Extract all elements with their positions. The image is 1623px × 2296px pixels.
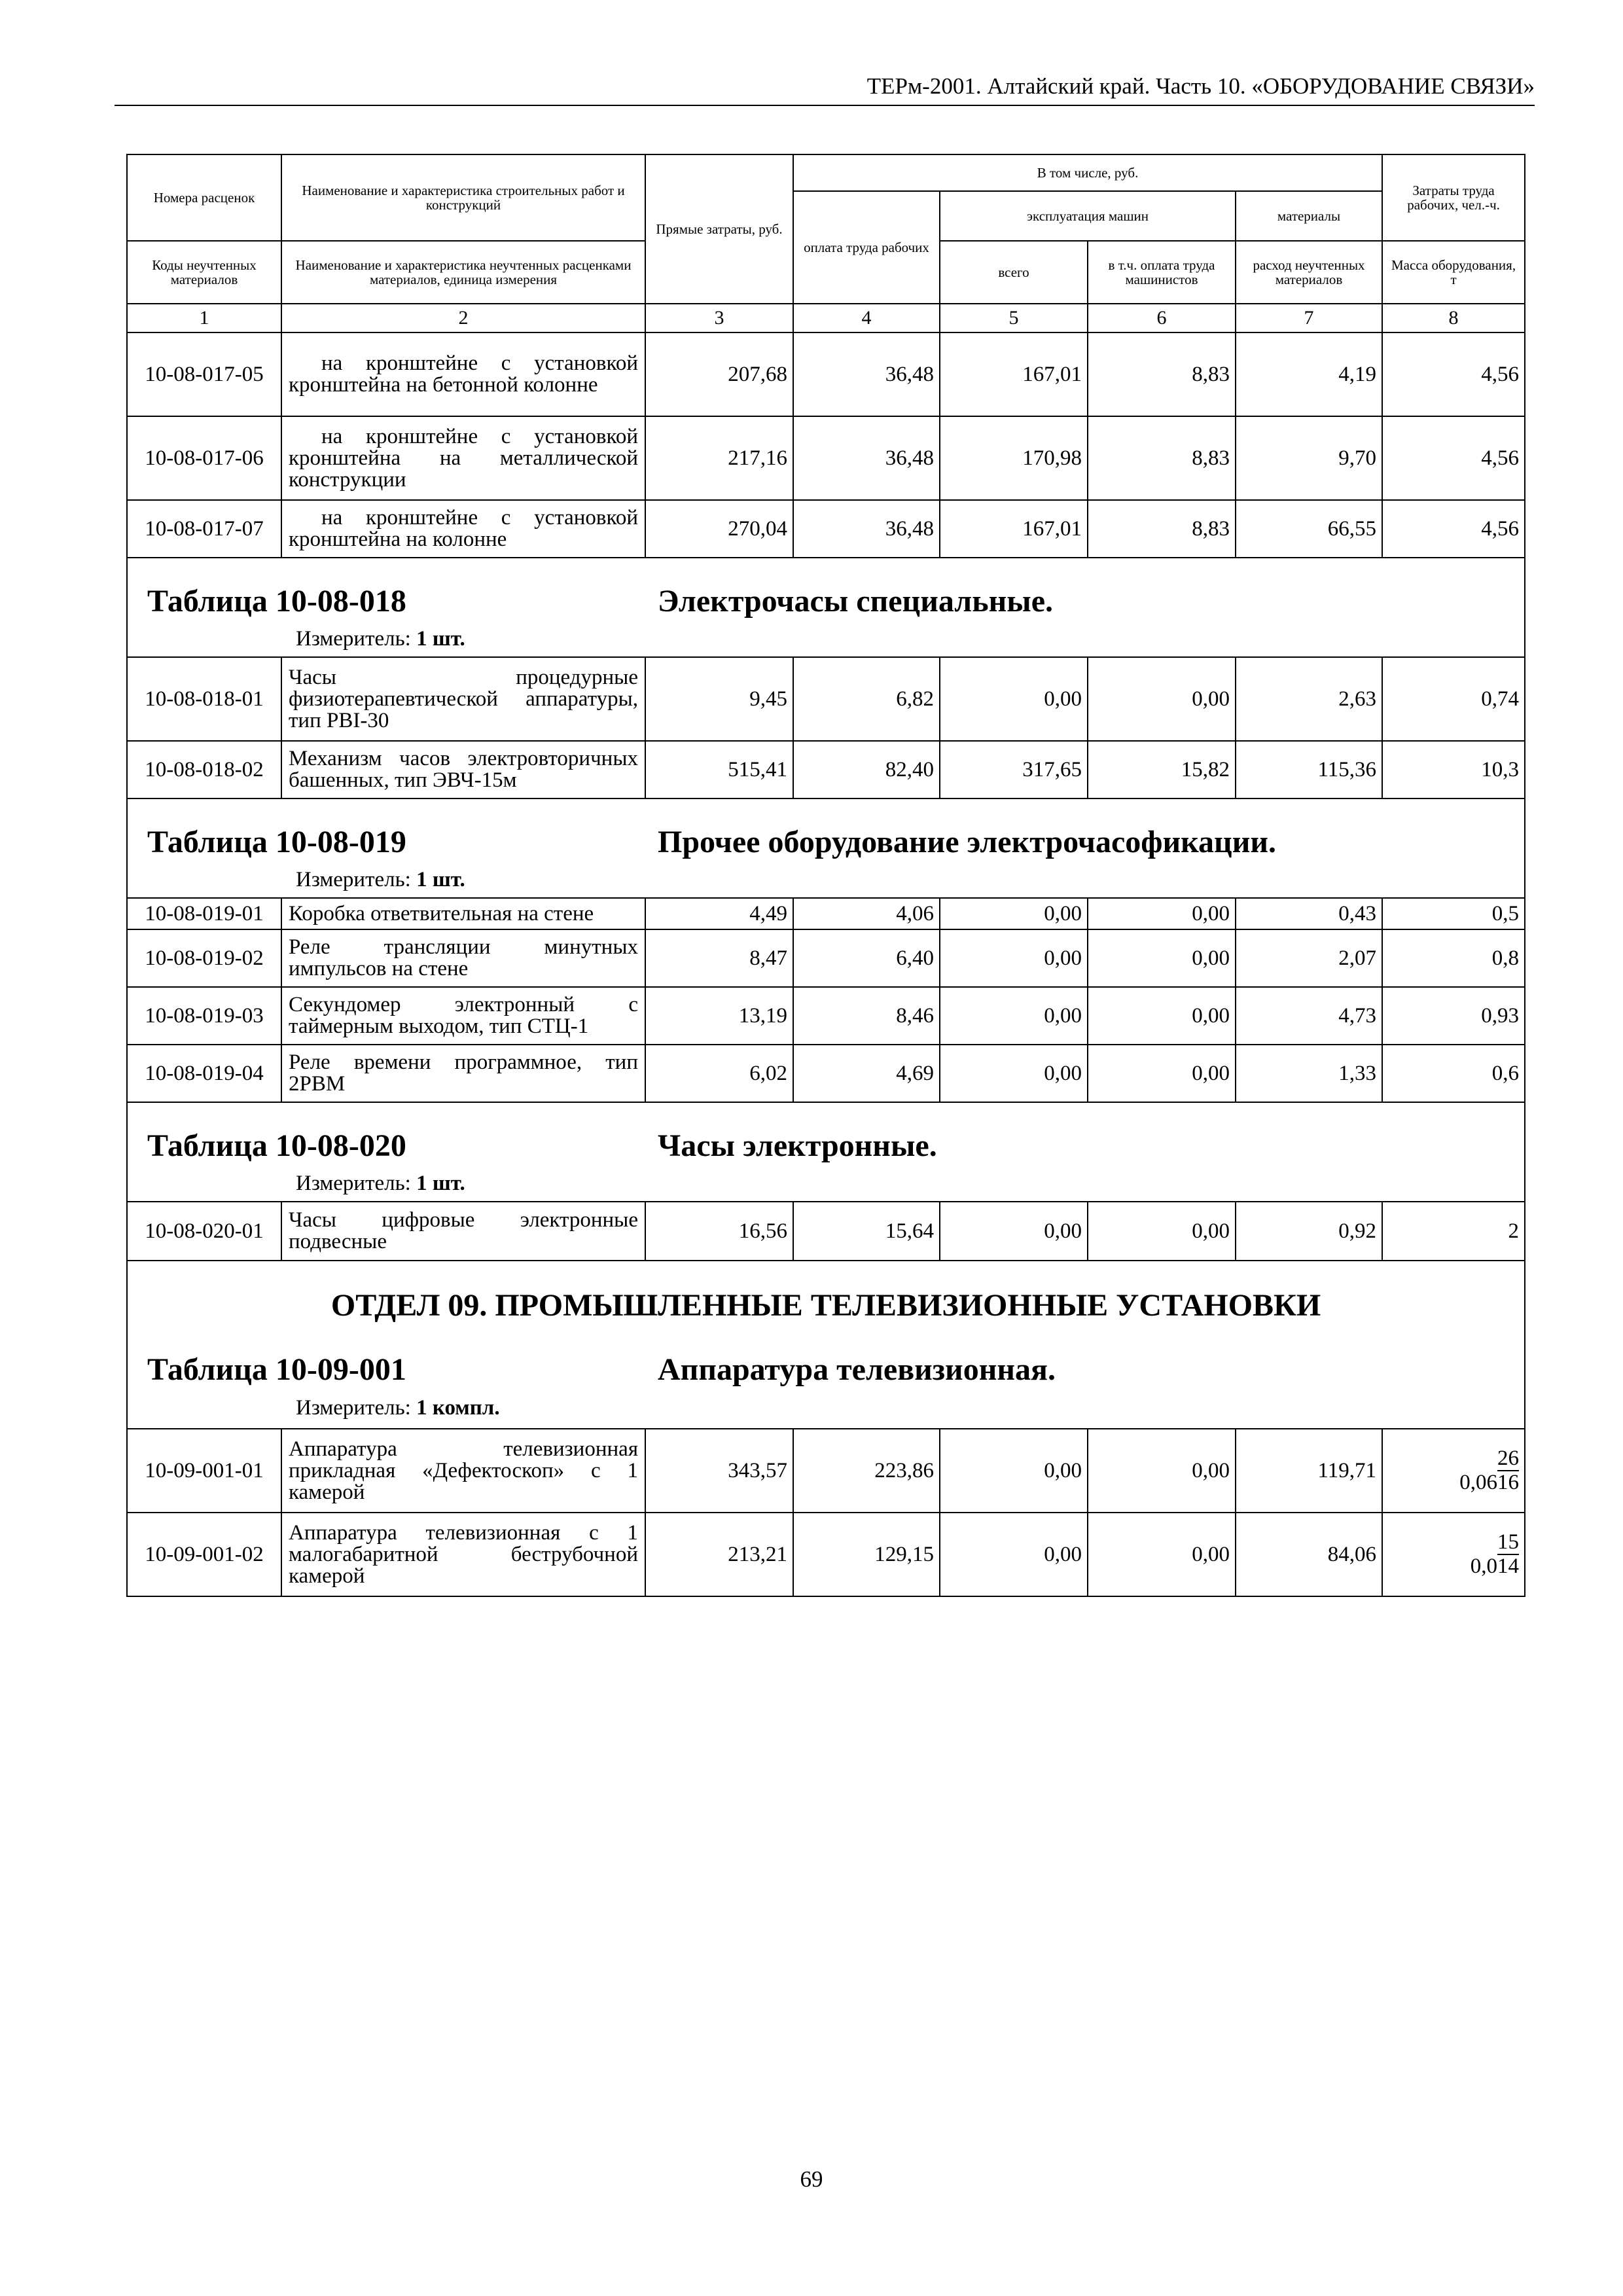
labor-pay-value: 4,06	[793, 898, 940, 929]
direct-costs-value: 207,68	[645, 332, 793, 416]
section-measure: Измеритель: 1 шт.	[296, 627, 465, 651]
rate-name: Механизм часов электровторичных башенных, тип ЭВЧ-15м	[281, 741, 645, 798]
rate-code: 10-08-019-02	[127, 929, 281, 987]
labor-pay-value: 6,40	[793, 929, 940, 987]
machine-total-value: 317,65	[940, 741, 1088, 798]
table-row	[127, 332, 1525, 416]
direct-costs-value: 270,04	[645, 500, 793, 558]
rate-name: Аппаратура телевизионная прикладная «Дефектоскоп» с 1 камерой	[281, 1429, 645, 1513]
equipment-mass-value: 0,0616	[1459, 1471, 1520, 1494]
materials-value: 4,73	[1236, 987, 1382, 1045]
table-row	[127, 657, 1525, 741]
rate-code: 10-08-019-04	[127, 1045, 281, 1102]
materials-value: 2,07	[1236, 929, 1382, 987]
labor-pay-value: 4,69	[793, 1045, 940, 1102]
direct-costs-value: 4,49	[645, 898, 793, 929]
table-row	[127, 1045, 1525, 1102]
column-number: 2	[281, 304, 645, 332]
direct-costs-value: 6,02	[645, 1045, 793, 1102]
direct-costs-value: 8,47	[645, 929, 793, 987]
section-measure: Измеритель: 1 компл.	[296, 1396, 500, 1420]
table-row	[127, 741, 1525, 798]
section-header	[127, 1102, 1525, 1202]
running-header	[115, 65, 1535, 106]
rate-code: 10-09-001-02	[127, 1513, 281, 1596]
labor-costs-value: 0,6	[1382, 1045, 1525, 1102]
machinist-pay-value: 0,00	[1088, 657, 1236, 741]
machinist-pay-value: 0,00	[1088, 1045, 1236, 1102]
rate-code: 10-08-019-03	[127, 987, 281, 1045]
section-header	[127, 798, 1525, 898]
section-header	[127, 558, 1525, 657]
machine-total-value: 0,00	[940, 657, 1088, 741]
rate-code: 10-08-020-01	[127, 1202, 281, 1261]
machine-total-value: 0,00	[940, 1202, 1088, 1261]
machinist-pay-value: 8,83	[1088, 416, 1236, 500]
department-title: ОТДЕЛ 09. ПРОМЫШЛЕННЫЕ ТЕЛЕВИЗИОННЫЕ УСТАНОВКИ	[330, 1288, 1321, 1323]
rate-name: Реле времени программное, тип 2РВМ	[281, 1045, 645, 1102]
rate-name: Часы процедурные физиотерапевтической аппаратуры, тип РВI-30	[281, 657, 645, 741]
header-labor-costs: Затраты труда рабочих, чел.-ч.	[1382, 154, 1525, 241]
direct-costs-value: 9,45	[645, 657, 793, 741]
header-machine-operation: эксплуатация машин	[940, 191, 1236, 241]
labor-mass-fraction	[1382, 1429, 1525, 1513]
rate-code: 10-08-017-07	[127, 500, 281, 558]
header-unaccounted-materials: расход неучтенных материалов	[1236, 241, 1382, 304]
rate-name: Реле трансляции минутных импульсов на стене	[281, 929, 645, 987]
header-material-name: Наименование и характеристика неучтенных расценками материалов, единица измерения	[281, 241, 645, 304]
header-rate-numbers: Номера расценок	[127, 154, 281, 241]
machine-total-value: 0,00	[940, 1045, 1088, 1102]
machinist-pay-value: 0,00	[1088, 1202, 1236, 1261]
header-including: В том числе, руб.	[793, 154, 1382, 191]
header-machinist-pay: в т.ч. оплата труда машинистов	[1088, 241, 1236, 304]
direct-costs-value: 13,19	[645, 987, 793, 1045]
rate-name: Секундомер электронный с таймерным выходом, тип СТЦ-1	[281, 987, 645, 1045]
materials-value: 84,06	[1236, 1513, 1382, 1596]
column-number: 6	[1088, 304, 1236, 332]
machine-total-value: 0,00	[940, 1513, 1088, 1596]
header-materials: материалы	[1236, 191, 1382, 241]
rate-code: 10-08-017-06	[127, 416, 281, 500]
labor-costs-value: 10,3	[1382, 741, 1525, 798]
labor-pay-value: 36,48	[793, 416, 940, 500]
labor-costs-value: 26	[1497, 1446, 1520, 1471]
section-id: Таблица 10-08-019	[147, 825, 406, 859]
labor-mass-fraction	[1382, 1513, 1525, 1596]
column-number: 1	[127, 304, 281, 332]
section-measure: Измеритель: 1 шт.	[296, 1172, 465, 1195]
labor-pay-value: 82,40	[793, 741, 940, 798]
page-number: 69	[800, 2166, 823, 2192]
direct-costs-value: 16,56	[645, 1202, 793, 1261]
materials-value: 119,71	[1236, 1429, 1382, 1513]
labor-costs-value: 0,5	[1382, 898, 1525, 929]
machinist-pay-value: 0,00	[1088, 987, 1236, 1045]
labor-pay-value: 15,64	[793, 1202, 940, 1261]
section-id: Таблица 10-09-001	[147, 1352, 406, 1387]
machine-total-value: 0,00	[940, 929, 1088, 987]
section-id: Таблица 10-08-020	[147, 1128, 406, 1163]
direct-costs-value: 343,57	[645, 1429, 793, 1513]
header-work-name: Наименование и характеристика строительных работ и конструкций	[281, 154, 645, 241]
table-row	[127, 1513, 1525, 1596]
labor-pay-value: 6,82	[793, 657, 940, 741]
column-number: 3	[645, 304, 793, 332]
section-id: Таблица 10-08-018	[147, 584, 406, 619]
equipment-mass-value: 0,014	[1470, 1554, 1520, 1578]
section-title: Прочее оборудование электрочасофикации.	[658, 825, 1277, 859]
labor-pay-value: 8,46	[793, 987, 940, 1045]
table-row	[127, 1202, 1525, 1261]
direct-costs-value: 213,21	[645, 1513, 793, 1596]
machine-total-value: 167,01	[940, 500, 1088, 558]
machine-total-value: 0,00	[940, 1429, 1088, 1513]
labor-pay-value: 36,48	[793, 500, 940, 558]
labor-costs-value: 4,56	[1382, 500, 1525, 558]
column-number: 4	[793, 304, 940, 332]
rate-code: 10-08-018-02	[127, 741, 281, 798]
materials-value: 9,70	[1236, 416, 1382, 500]
materials-value: 2,63	[1236, 657, 1382, 741]
machine-total-value: 167,01	[940, 332, 1088, 416]
running-title: ТЕРм-2001. Алтайский край. Часть 10. «ОБОРУДОВАНИЕ СВЯЗИ»	[866, 73, 1535, 99]
labor-costs-value: 4,56	[1382, 332, 1525, 416]
header-equipment-mass: Масса оборудования, т	[1382, 241, 1525, 304]
table-row	[127, 929, 1525, 987]
machinist-pay-value: 0,00	[1088, 1513, 1236, 1596]
rate-code: 10-08-018-01	[127, 657, 281, 741]
section-title: Часы электронные.	[658, 1128, 937, 1163]
machinist-pay-value: 0,00	[1088, 929, 1236, 987]
table-row	[127, 1429, 1525, 1513]
rates-table-container	[126, 154, 1524, 1597]
labor-costs-value: 2	[1382, 1202, 1525, 1261]
rate-name: на кронштейне с установкой кронштейна на бетонной колонне	[281, 332, 645, 416]
machinist-pay-value: 15,82	[1088, 741, 1236, 798]
column-number: 5	[940, 304, 1088, 332]
labor-pay-value: 129,15	[793, 1513, 940, 1596]
section-title: Электрочасы специальные.	[658, 584, 1054, 619]
header-labor-pay: оплата труда рабочих	[793, 191, 940, 304]
materials-value: 115,36	[1236, 741, 1382, 798]
table-row	[127, 500, 1525, 558]
rate-code: 10-09-001-01	[127, 1429, 281, 1513]
materials-value: 4,19	[1236, 332, 1382, 416]
header-material-codes: Коды неучтенных материалов	[127, 241, 281, 304]
labor-pay-value: 36,48	[793, 332, 940, 416]
materials-value: 0,43	[1236, 898, 1382, 929]
column-number: 8	[1382, 304, 1525, 332]
materials-value: 1,33	[1236, 1045, 1382, 1102]
materials-value: 0,92	[1236, 1202, 1382, 1261]
section-measure: Измеритель: 1 шт.	[296, 868, 465, 891]
table-row	[127, 416, 1525, 500]
table-row	[127, 898, 1525, 929]
machinist-pay-value: 8,83	[1088, 500, 1236, 558]
machine-total-value: 0,00	[940, 898, 1088, 929]
rate-name: на кронштейне с установкой кронштейна на металлической конструкции	[281, 416, 645, 500]
rate-code: 10-08-019-01	[127, 898, 281, 929]
labor-pay-value: 223,86	[793, 1429, 940, 1513]
labor-costs-value: 0,8	[1382, 929, 1525, 987]
machine-total-value: 170,98	[940, 416, 1088, 500]
machine-total-value: 0,00	[940, 987, 1088, 1045]
labor-costs-value: 4,56	[1382, 416, 1525, 500]
header-total: всего	[940, 241, 1088, 304]
machinist-pay-value: 8,83	[1088, 332, 1236, 416]
table-row	[127, 987, 1525, 1045]
labor-costs-value: 0,74	[1382, 657, 1525, 741]
materials-value: 66,55	[1236, 500, 1382, 558]
machinist-pay-value: 0,00	[1088, 1429, 1236, 1513]
labor-costs-value: 0,93	[1382, 987, 1525, 1045]
department-header	[127, 1261, 1525, 1429]
rate-code: 10-08-017-05	[127, 332, 281, 416]
rate-name: Аппаратура телевизионная с 1 малогабаритной беструбочной камерой	[281, 1513, 645, 1596]
rates-table	[126, 154, 1525, 1597]
section-title: Аппаратура телевизионная.	[658, 1352, 1056, 1387]
header-direct-costs: Прямые затраты, руб.	[645, 154, 793, 304]
column-number: 7	[1236, 304, 1382, 332]
direct-costs-value: 515,41	[645, 741, 793, 798]
rate-name: Часы цифровые электронные подвесные	[281, 1202, 645, 1261]
rate-name: на кронштейне с установкой кронштейна на колонне	[281, 500, 645, 558]
machinist-pay-value: 0,00	[1088, 898, 1236, 929]
direct-costs-value: 217,16	[645, 416, 793, 500]
labor-costs-value: 15	[1497, 1530, 1520, 1554]
rate-name: Коробка ответвительная на стене	[281, 898, 645, 929]
